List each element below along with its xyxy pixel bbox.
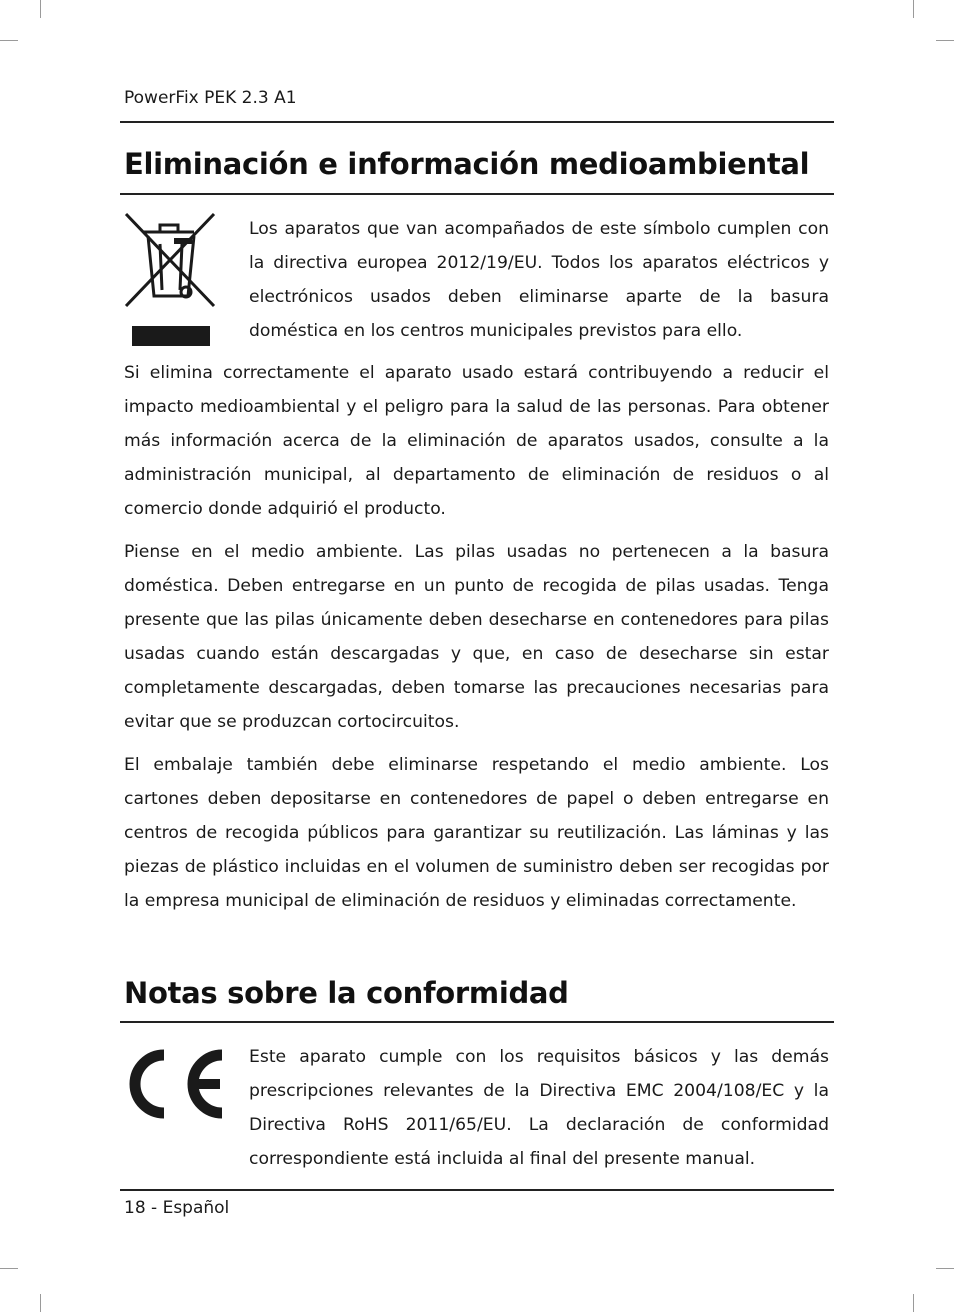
- crop-mark: [913, 1294, 914, 1312]
- weee-paragraph: Los aparatos que van acompañados de este símbolo cumplen con la directiva europea 2012/19/EU. Todos los aparatos eléctricos y electrónicos usados deben eliminarse aparte de la basura doméstica en los centros municipales previstos para ello.: [249, 219, 829, 341]
- header-rule: [120, 121, 834, 123]
- crop-mark: [0, 1268, 18, 1269]
- crop-mark: [936, 40, 954, 41]
- page-number: 18 - Español: [124, 1198, 230, 1218]
- section-rule: [120, 1021, 834, 1023]
- crop-mark: [936, 1268, 954, 1269]
- packaging-paragraph: El embalaje también debe eliminarse respetando el medio ambiente. Los cartones deben depositarse en contenedores de papel o deben entregarse en centros de recogida públicos para garantizar su reutilización. Las láminas y las piezas de plástico incluidas en el volumen de suministro deben ser recogidas por la empresa municipal de eliminación de residuos y eliminadas correctamente.: [124, 755, 829, 911]
- section-heading-conformity: Notas sobre la conformidad: [124, 976, 569, 1010]
- ce-mark-icon: [122, 1046, 228, 1122]
- crop-mark: [40, 1294, 41, 1312]
- weee-crossed-bin-icon: [122, 210, 218, 348]
- section-rule: [120, 193, 834, 195]
- footer-rule: [120, 1189, 834, 1191]
- section-heading-disposal: Eliminación e información medioambiental: [124, 147, 810, 181]
- running-header: PowerFix PEK 2.3 A1: [124, 88, 297, 108]
- crop-mark: [0, 40, 18, 41]
- crop-mark: [40, 0, 41, 18]
- crop-mark: [913, 0, 914, 18]
- batteries-paragraph: Piense en el medio ambiente. Las pilas usadas no pertenecen a la basura doméstica. Deben entregarse en un punto de recogida de pilas usadas. Tenga presente que las pilas únicamente deben desecharse en contenedores para pilas usadas cuando están descargadas y que, en caso de desecharse sin estar completamente descargadas, deben tomarse las precauciones necesarias para evitar que se produzcan cortocircuitos.: [124, 542, 829, 732]
- disposal-paragraph: Si elimina correctamente el aparato usado estará contribuyendo a reducir el impacto medioambiental y el peligro para la salud de las personas. Para obtener más información acerca de la eliminación de aparatos usados, consulte a la administración municipal, al departamento de eliminación de residuos o al comercio donde adquirió el producto.: [124, 363, 829, 519]
- conformity-paragraph: Este aparato cumple con los requisitos básicos y las demás prescripciones relevantes de la Directiva EMC 2004/108/EC y la Directiva RoHS 2011/65/EU. La declaración de conformidad correspondiente está incluida al final del presente manual.: [249, 1047, 829, 1169]
